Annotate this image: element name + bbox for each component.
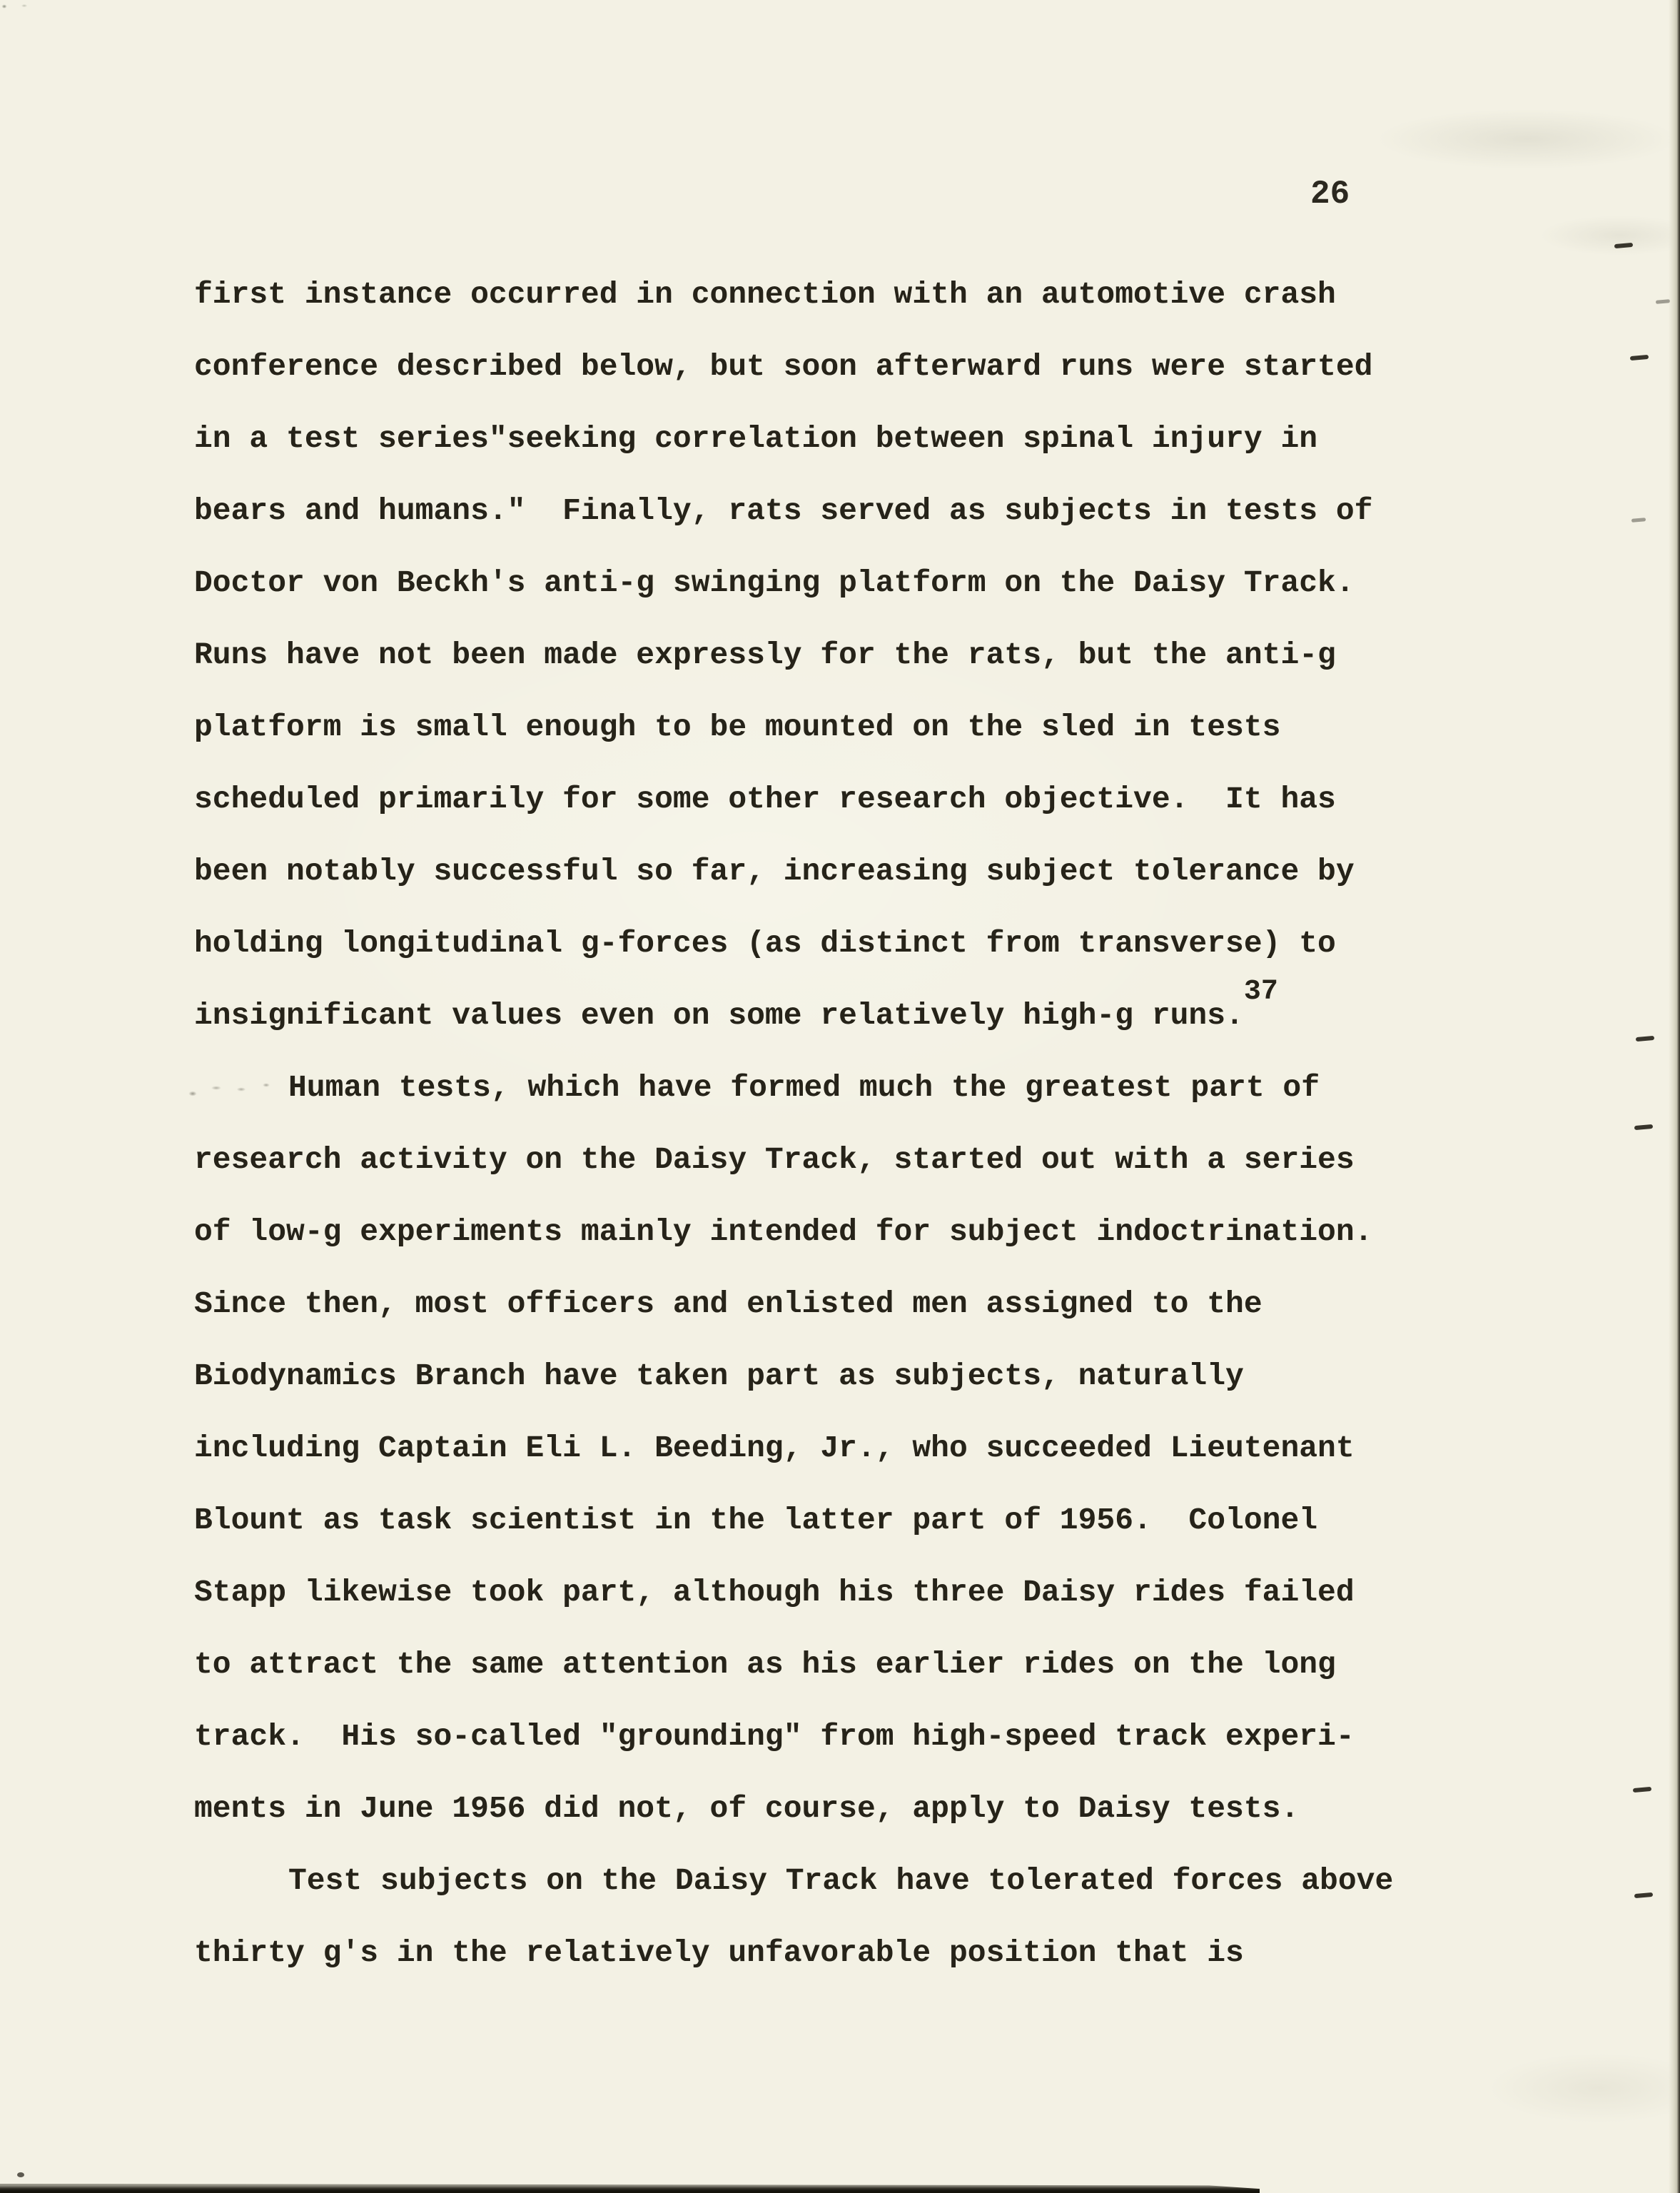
margin-dash <box>1634 1124 1653 1130</box>
footnote-marker: 37 <box>1243 975 1278 1008</box>
margin-dash <box>1630 355 1649 361</box>
margin-dash <box>1633 1787 1651 1793</box>
text-line: Doctor von Beckh's anti-g swinging platform on the Daisy Track. <box>194 565 1355 600</box>
text-line: conference described below, but soon afterward runs were started <box>194 349 1373 384</box>
text-line: Biodynamics Branch have taken part as subjects, naturally <box>194 1358 1244 1393</box>
text-line: Blount as task scientist in the latter part of 1956. Colonel <box>194 1503 1318 1538</box>
page-edge-shadow <box>1669 0 1680 2193</box>
document-body <box>194 258 1450 1989</box>
pencil-smudge <box>184 1072 277 1104</box>
text-line: Since then, most officers and enlisted men assigned to the <box>194 1286 1262 1321</box>
page-number: 26 <box>1310 176 1350 213</box>
text-line: Test subjects on the Daisy Track have tolerated forces above <box>288 1863 1394 1898</box>
text-line: been notably successful so far, increasing subject tolerance by <box>194 854 1355 889</box>
text-line: holding longitudinal g-forces (as distinct from transverse) to <box>194 926 1336 961</box>
scan-speck-bottom <box>17 2172 24 2177</box>
text-line: research activity on the Daisy Track, started out with a series <box>194 1142 1355 1177</box>
text-line: including Captain Eli L. Beeding, Jr., who succeeded Lieutenant <box>194 1431 1355 1466</box>
text-line: scheduled primarily for some other research objective. It has <box>194 782 1336 817</box>
text-line: thirty g's in the relatively unfavorable position that is <box>194 1935 1244 1970</box>
margin-dash <box>1636 1036 1654 1042</box>
text-line: bears and humans." Finally, rats served as subjects in tests of <box>194 493 1373 528</box>
text-line: track. His so-called "grounding" from high-speed track experi- <box>194 1719 1355 1754</box>
scan-speck-top <box>0 3 33 10</box>
text-line: first instance occurred in connection with an automotive crash <box>194 277 1336 312</box>
text-line: platform is small enough to be mounted on the sled in tests <box>194 710 1281 745</box>
text-line: in a test series"seeking correlation between spinal injury in <box>194 421 1318 456</box>
text-line: Stapp likewise took part, although his three Daisy rides failed <box>194 1575 1355 1610</box>
margin-dash <box>1614 243 1633 248</box>
text-line: of low-g experiments mainly intended for subject indoctrination. <box>194 1214 1373 1249</box>
scan-edge-bar <box>0 2184 1260 2193</box>
text-line: ments in June 1956 did not, of course, apply to Daisy tests. <box>194 1791 1300 1826</box>
text-line: insignificant values even on some relatively high-g runs.$^{37}$ <box>194 975 1278 1033</box>
margin-dash <box>1634 1892 1653 1898</box>
text-line: Human tests, which have formed much the greatest part of <box>288 1070 1320 1105</box>
margin-dash <box>1631 518 1646 523</box>
text-line: to attract the same attention as his earlier rides on the long <box>194 1647 1336 1682</box>
text-line: Runs have not been made expressly for the rats, but the anti-g <box>194 637 1336 672</box>
